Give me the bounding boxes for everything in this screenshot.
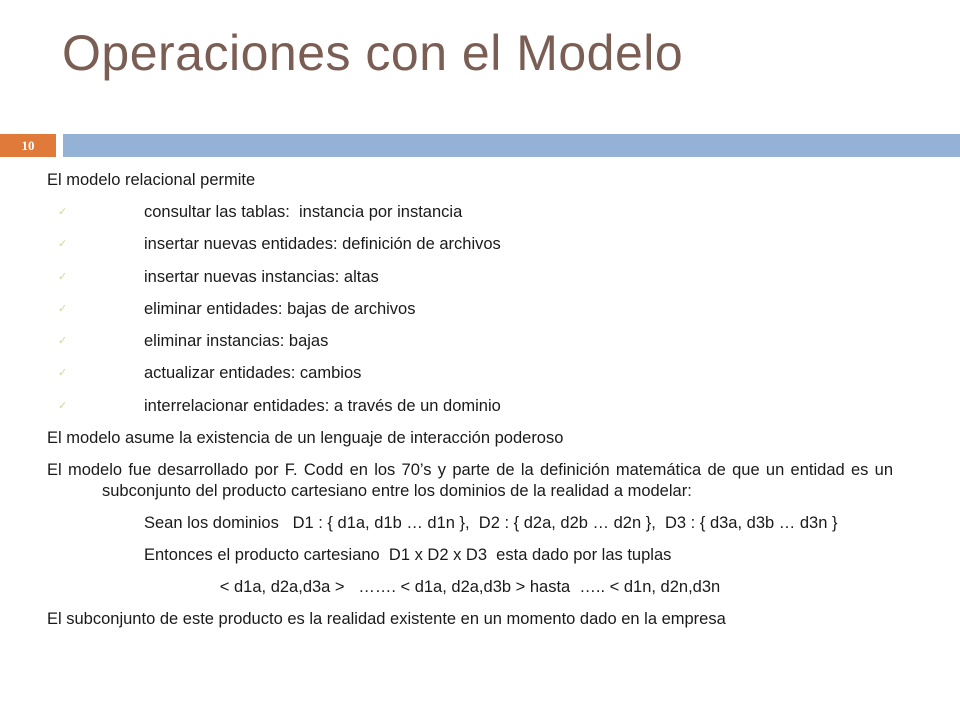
accent-bar [63,134,960,157]
list-item [47,202,893,223]
tuples-text: < d1a, d2a,d3a > ……. < d1a, d2a,d3b > hasta ….. < d1n, d2n,d3n [219,578,721,597]
domains-text: Sean los dominios D1 : { d1a, d1b … d1n }, D2 : { d2a, d2b … d2n }, D3 : { d3a, d3b … d3n } [144,514,838,533]
codd-text: El modelo fue desarrollado por F. Codd en los 70’s y parte de la definición matemática de que un entidad es un subconjunto del producto cartesiano entre los dominios de la realidad a modelar: [47,461,893,501]
list-item-text: eliminar instancias: bajas [144,332,329,351]
check-icon: ✓ [58,302,68,315]
slide-content [47,170,893,641]
list-item [47,396,893,417]
list-item [47,363,893,384]
list-item [47,267,893,288]
list-item-text: consultar las tablas: instancia por instancia [144,203,463,221]
list-item-text: insertar nuevas instancias: altas [144,267,379,286]
list-item [47,299,893,320]
subset-text: El subconjunto de este producto es la realidad existente en un momento dado en la empresa [47,610,726,629]
check-icon: ✓ [58,238,68,251]
check-icon: ✓ [58,270,68,283]
check-icon: ✓ [58,335,68,348]
list-item-text: actualizar entidades: cambios [144,364,362,383]
slide-number: 10 [0,134,56,157]
list-item-text: insertar nuevas entidades: definición de archivos [144,235,501,254]
list-item-text: eliminar entidades: bajas de archivos [144,299,416,318]
check-icon: ✓ [58,206,68,218]
list-item-text: interrelacionar entidades: a través de un dominio [144,396,501,415]
list-item [47,331,893,352]
product-text: Entonces el producto cartesiano D1 x D2 x D3 esta dado por las tuplas [144,546,672,565]
check-icon: ✓ [58,399,68,412]
assume-text: El modelo asume la existencia de un lenguaje de interacción poderoso [47,429,564,448]
check-icon: ✓ [58,367,68,380]
slide-title: Operaciones con el Modelo [62,25,684,81]
intro-text: El modelo relacional permite [47,171,256,189]
list-item [47,234,893,255]
